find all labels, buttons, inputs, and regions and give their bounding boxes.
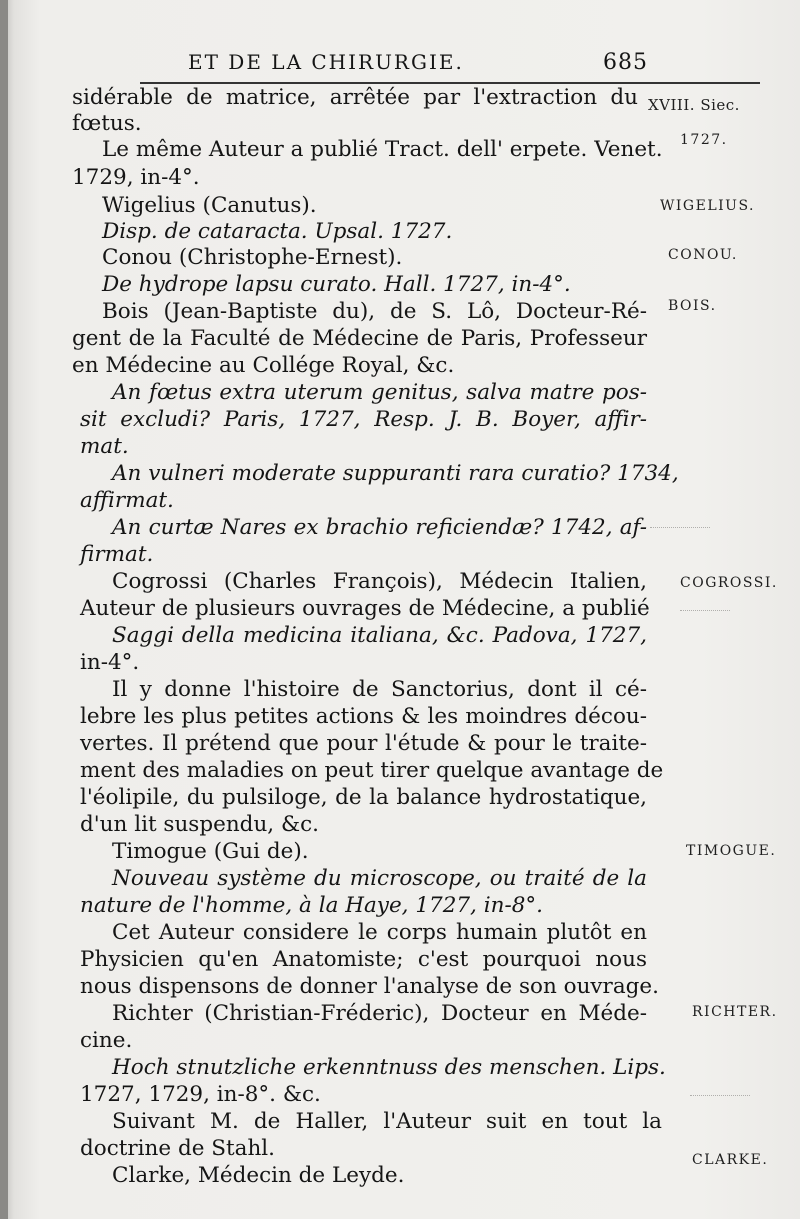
text-line: Hoch stnutzliche erkenntnuss des menschen. Lips. <box>112 1055 666 1080</box>
text-line: Richter (Christian-Fréderic), Docteur en Méde- <box>112 1001 647 1026</box>
text-line: Cet Auteur considere le corps humain plutôt en <box>112 920 647 945</box>
text-line: Il y donne l'histoire de Sanctorius, dont il cé- <box>112 677 647 702</box>
text-line: Physicien qu'en Anatomiste; c'est pourquoi nous <box>80 947 647 972</box>
text-line: Bois (Jean-Baptiste du), de S. Lô, Docteur-Ré- <box>102 299 647 324</box>
text-line: sit excludi? Paris, 1727, Resp. J. B. Boyer, affir- <box>80 407 647 432</box>
text-line: An vulneri moderate suppuranti rara curatio? 1734, <box>112 461 679 486</box>
text-line: Timogue (Gui de). <box>112 839 309 864</box>
text-line: firmat. <box>80 542 154 567</box>
text-line: in-4°. <box>80 650 140 675</box>
text-line: lebre les plus petites actions & les moindres décou- <box>80 704 647 729</box>
text-line: Suivant M. de Haller, l'Auteur suit en tout la <box>112 1109 662 1134</box>
bleed-through-mark <box>650 515 710 528</box>
text-line: Le même Auteur a publié Tract. dell' erpete. Venet. <box>102 137 663 162</box>
margin-note-wigelius: WIGELIUS. <box>660 198 755 214</box>
margin-note-bois: BOIS. <box>668 298 717 314</box>
text-line: 1727, 1729, in-8°. &c. <box>80 1082 321 1107</box>
text-line: Conou (Christophe-Ernest). <box>102 245 403 270</box>
text-line: ment des maladies on peut tirer quelque avantage de <box>80 758 664 783</box>
margin-note-richter: RICHTER. <box>692 1004 778 1020</box>
margin-note-cogrossi: COGROSSI. <box>680 575 778 591</box>
text-line: Auteur de plusieurs ouvrages de Médecine, a publié <box>80 596 650 621</box>
text-line: fœtus. <box>72 111 142 136</box>
text-line: cine. <box>80 1028 133 1053</box>
text-line: mat. <box>80 434 129 459</box>
text-line: vertes. Il prétend que pour l'étude & pour le traite- <box>80 731 647 756</box>
text-line: affirmat. <box>80 488 174 513</box>
margin-note-clarke: CLARKE. <box>692 1152 769 1168</box>
margin-note-conou: CONOU. <box>668 247 738 263</box>
text-line: d'un lit suspendu, &c. <box>80 812 319 837</box>
text-line: en Médecine au Collége Royal, &c. <box>72 353 455 378</box>
text-line: An curtæ Nares ex brachio reficiendæ? 1742, af- <box>112 515 647 540</box>
text-line: Wigelius (Canutus). <box>102 193 317 218</box>
page-spine-shadow <box>0 0 8 1219</box>
text-line: Cogrossi (Charles François), Médecin Italien, <box>112 569 647 594</box>
running-header <box>188 50 648 80</box>
text-line: nous dispensons de donner l'analyse de son ouvrage. <box>80 974 659 999</box>
text-line: Saggi della medicina italiana, &c. Padova, 1727, <box>112 623 647 648</box>
bleed-through-mark <box>680 600 730 611</box>
text-line: gent de la Faculté de Médecine de Paris, Professeur <box>72 326 647 351</box>
text-line: l'éolipile, du pulsiloge, de la balance hydrostatique, <box>80 785 647 810</box>
bleed-through-mark <box>690 1085 750 1096</box>
running-title: ET DE LA CHIRURGIE. <box>188 50 464 74</box>
text-line: nature de l'homme, à la Haye, 1727, in-8°. <box>80 893 543 918</box>
text-line: Disp. de cataracta. Upsal. 1727. <box>102 219 453 244</box>
text-line: Nouveau système du microscope, ou traité de la <box>112 866 647 891</box>
page-number: 685 <box>603 50 648 75</box>
margin-note-year: 1727. <box>680 132 728 148</box>
text-line: De hydrope lapsu curato. Hall. 1727, in-4°. <box>102 272 571 297</box>
margin-note-century: XVIII. Siec. <box>648 96 740 114</box>
margin-note-timogue: TIMOGUE. <box>686 843 777 859</box>
text-line: Clarke, Médecin de Leyde. <box>112 1163 405 1188</box>
text-line: sidérable de matrice, arrêtée par l'extraction du <box>72 85 638 110</box>
text-line: doctrine de Stahl. <box>80 1136 276 1161</box>
text-line: An fœtus extra uterum genitus, salva matre pos- <box>112 380 647 405</box>
text-line: 1729, in-4°. <box>72 165 200 190</box>
